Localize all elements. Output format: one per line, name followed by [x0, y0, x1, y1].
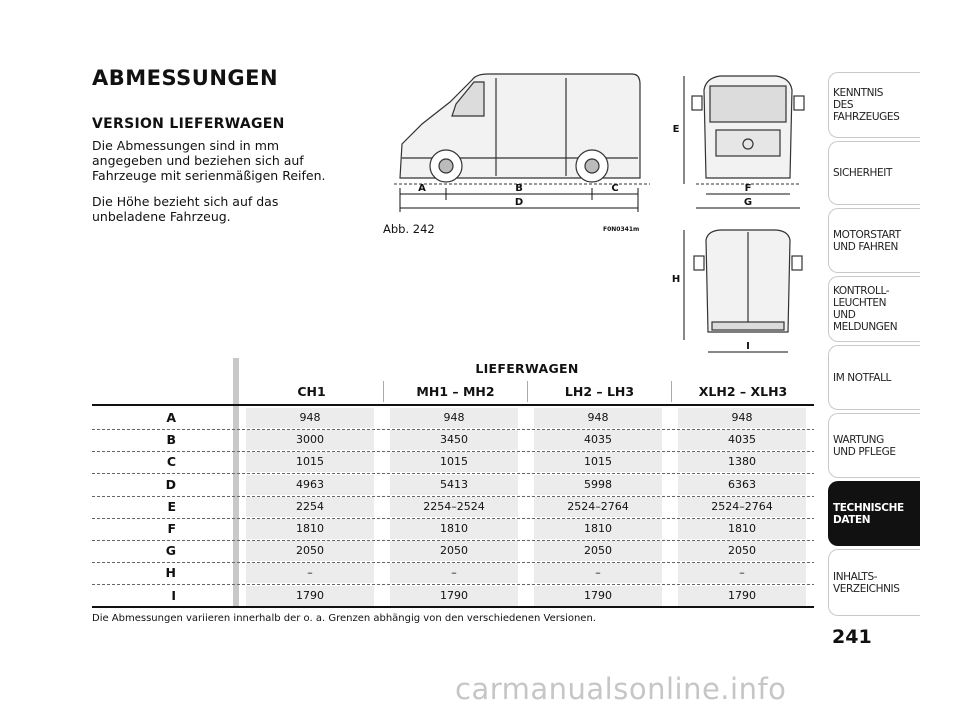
- row-label: C: [166, 454, 176, 470]
- bottom-rule: [92, 606, 814, 608]
- chapter-tab-label: INHALTS- VERZEICHNIS: [833, 570, 900, 595]
- table-cell: 948: [390, 408, 518, 428]
- chapter-tab-label: KONTROLL- LEUCHTEN UND MELDUNGEN: [833, 285, 898, 333]
- table-cell: 2524–2764: [534, 497, 662, 517]
- chapter-tab-label: MOTORSTART UND FAHREN: [833, 228, 901, 253]
- paragraph-height: Die Höhe bezieht sich auf das unbeladene Fahrzeug.: [92, 194, 279, 224]
- row-label: I: [171, 587, 176, 603]
- table-cell: 1810: [534, 519, 662, 539]
- table-accent-bar: [233, 358, 239, 608]
- row-label: H: [165, 565, 176, 581]
- table-footnote: Die Abmessungen variieren innerhalb der o. a. Grenzen abhängig von den verschiedenen Versionen.: [92, 613, 596, 624]
- table-cell: 1015: [390, 452, 518, 472]
- table-cell: 1790: [246, 586, 374, 606]
- table-cell: –: [246, 563, 374, 583]
- table-cell: –: [390, 563, 518, 583]
- dimension-letter: D: [514, 197, 524, 208]
- chapter-tab[interactable]: [828, 276, 920, 342]
- dimension-letter: E: [672, 124, 680, 135]
- table-cell: 4963: [246, 475, 374, 495]
- table-cell: 4035: [534, 430, 662, 450]
- chapter-tab[interactable]: [828, 413, 920, 478]
- table-cell: 3450: [390, 430, 518, 450]
- dimension-letter: H: [671, 274, 681, 285]
- chapter-tab[interactable]: [828, 549, 920, 616]
- table-cell: 2050: [678, 541, 806, 561]
- table-cell: 948: [534, 408, 662, 428]
- table-cell: –: [534, 563, 662, 583]
- paragraph-units: Die Abmessungen sind in mm angegeben und beziehen sich auf Fahrzeuge mit serienmäßigen Reifen.: [92, 138, 326, 183]
- section-subtitle: VERSION LIEFERWAGEN: [92, 116, 285, 132]
- chapter-tab[interactable]: [828, 141, 920, 205]
- table-cell: 5413: [390, 475, 518, 495]
- row-label: D: [165, 476, 176, 492]
- row-label: E: [167, 498, 176, 514]
- dimension-letter: I: [746, 341, 750, 352]
- page-title: ABMESSUNGEN: [92, 66, 279, 90]
- column-header-lh: LH2 – LH3: [564, 384, 635, 399]
- chapter-tab-label: KENNTNIS DES FAHRZEUGES: [833, 87, 900, 123]
- table-cell: 1380: [678, 452, 806, 472]
- table-cell: 1810: [678, 519, 806, 539]
- chapter-tab-label: SICHERHEIT: [833, 167, 892, 179]
- table-cell: 5998: [534, 475, 662, 495]
- table-cell: 1015: [534, 452, 662, 472]
- chapter-tab[interactable]: [828, 481, 920, 546]
- page-number: 241: [832, 626, 872, 648]
- table-cell: 3000: [246, 430, 374, 450]
- row-label: F: [167, 521, 176, 536]
- chapter-tab-label: TECHNISCHE DATEN: [833, 501, 904, 526]
- vehicle-dimension-diagram: [380, 60, 810, 360]
- table-cell: 948: [678, 408, 806, 428]
- table-title: LIEFERWAGEN: [475, 361, 579, 376]
- column-header-mh: MH1 – MH2: [416, 384, 495, 399]
- table-cell: 1810: [390, 519, 518, 539]
- table-cell: 2050: [246, 541, 374, 561]
- column-header-ch1: CH1: [297, 384, 326, 399]
- chapter-tab[interactable]: [828, 72, 920, 138]
- table-cell: 948: [246, 408, 374, 428]
- dimension-letter: A: [418, 183, 426, 194]
- chapter-tab[interactable]: [828, 345, 920, 410]
- figure-code: F0N0341m: [603, 226, 640, 233]
- table-cell: –: [678, 563, 806, 583]
- dimension-letter: G: [743, 197, 753, 208]
- table-cell: 1015: [246, 452, 374, 472]
- table-cell: 1790: [390, 586, 518, 606]
- table-cell: 2050: [390, 541, 518, 561]
- table-cell: 2254: [246, 497, 374, 517]
- table-cell: 2050: [534, 541, 662, 561]
- watermark: carmanualsonline.info: [455, 672, 787, 706]
- van-rear-view: [694, 230, 802, 332]
- van-front-view: [692, 76, 804, 178]
- row-label: A: [166, 410, 176, 425]
- dimension-letter: B: [515, 183, 523, 194]
- van-side-view: [400, 74, 640, 182]
- chapter-tab[interactable]: [828, 208, 920, 273]
- column-header-xlh: XLH2 – XLH3: [698, 384, 788, 399]
- figure-caption: Abb. 242: [383, 222, 435, 236]
- table-cell: 1810: [246, 519, 374, 539]
- table-cell: 6363: [678, 475, 806, 495]
- chapter-tab-label: IM NOTFALL: [833, 371, 891, 384]
- table-cell: 2254–2524: [390, 497, 518, 517]
- table-cell: 1790: [534, 586, 662, 606]
- dimension-letter: C: [611, 183, 619, 194]
- table-cell: 2524–2764: [678, 497, 806, 517]
- table-cell: 4035: [678, 430, 806, 450]
- table-cell: 1790: [678, 586, 806, 606]
- chapter-tab-label: WARTUNG UND PFLEGE: [833, 433, 896, 458]
- row-label: G: [165, 543, 176, 559]
- row-label: B: [166, 432, 176, 448]
- dimension-letter: F: [744, 183, 752, 194]
- header-rule: [92, 404, 814, 406]
